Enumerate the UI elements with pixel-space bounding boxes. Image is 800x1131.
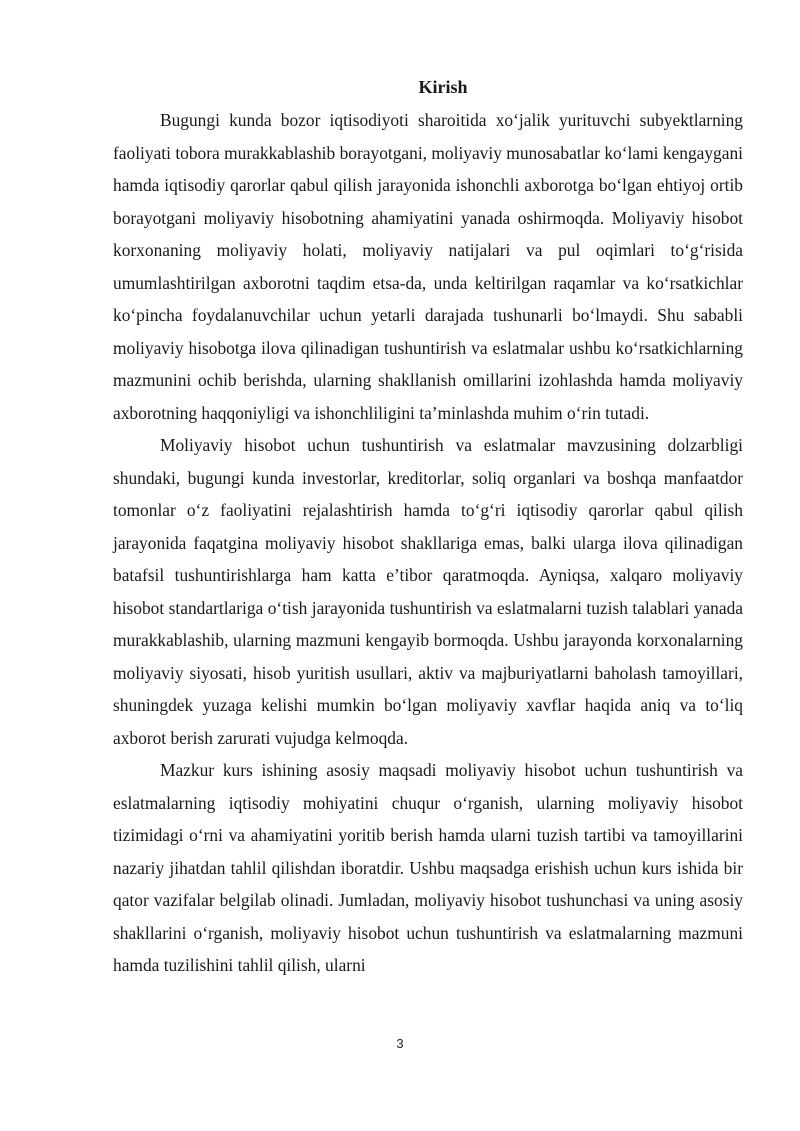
document-page xyxy=(113,72,743,982)
paragraph-1: Bugungi kunda bozor iqtisodiyoti sharoitida xo‘jalik yurituvchi subyektlarning faoliyati tobora murakkablashib borayotgani, moliyaviy munosabatlar ko‘lami kengaygani hamda iqtisodiy qarorlar qabul qilish jarayonida ishonchli axborotga bo‘lgan ehtiyoj ortib borayotgani moliyaviy hisobotning ahamiyatini yanada oshirmoqda. Moliyaviy hisobot korxonaning moliyaviy holati, moliyaviy natijalari va pul oqimlari to‘g‘risida umumlashtirilgan axborotni taqdim etsa-da, unda keltirilgan raqamlar va ko‘rsatkichlar ko‘pincha foydalanuvchilar uchun yetarli darajada tushunarli bo‘lmaydi. Shu sababli moliyaviy hisobotga ilova qilinadigan tushuntirish va eslatmalar ushbu ko‘rsatkichlarning mazmunini ochib berishda, ularning shakllanish omillarini izohlashda hamda moliyaviy axborotning haqqoniyligi va ishonchliligini ta’minlashda muhim o‘rin tutadi. xyxy=(113,110,743,423)
paragraph-3: Mazkur kurs ishining asosiy maqsadi moliyaviy hisobot uchun tushuntirish va eslatmalarning iqtisodiy mohiyatini chuqur o‘rganish, ularning moliyaviy hisobot tizimidagi o‘rni va ahamiyatini yoritib berish hamda ularni tuzish tartibi va tamoyillarini nazariy jihatdan tahlil qilishdan iboratdir. Ushbu maqsadga erishish uchun kurs ishida bir qator vazifalar belgilab olinadi. Jumladan, moliyaviy hisobot tushunchasi va uning asosiy shakllarini o‘rganish, moliyaviy hisobot uchun tushuntirish va eslatmalarning mazmuni hamda tuzilishini tahlil qilish, ularni xyxy=(113,760,743,975)
paragraph-2: Moliyaviy hisobot uchun tushuntirish va eslatmalar mavzusining dolzarbligi shundaki, bugungi kunda investorlar, kreditorlar, soliq organlari va boshqa manfaatdor tomonlar o‘z faoliyatini rejalashtirish hamda to‘g‘ri iqtisodiy qarorlar qabul qilish jarayonida faqatgina moliyaviy hisobot shakllariga emas, balki ularga ilova qilinadigan batafsil tushuntirishlarga ham katta e’tibor qaratmoqda. Ayniqsa, xalqaro moliyaviy hisobot standartlariga o‘tish jarayonida tushuntirish va eslatmalarni tuzish talablari yanada murakkablashib, ularning mazmuni kengayib bormoqda. Ushbu jarayonda korxonalarning moliyaviy siyosati, hisob yuritish usullari, aktiv va majburiyatlarni baholash tamoyillari, shuningdek yuzaga kelishi mumkin bo‘lgan moliyaviy xavflar haqida aniq va to‘liq axborot berish zarurati vujudga kelmoqda. xyxy=(113,435,743,748)
page-number: 3 xyxy=(396,1036,404,1051)
section-title: Kirish xyxy=(418,77,468,97)
